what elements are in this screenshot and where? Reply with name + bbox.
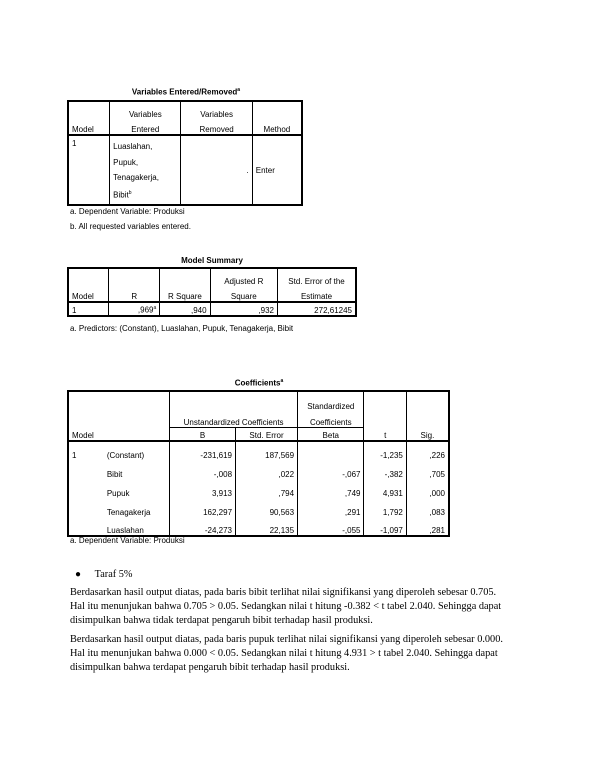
header-model: Model [68, 119, 110, 135]
row-variables-removed: . [181, 135, 252, 205]
row-predictor-name: (Constant) [106, 451, 145, 460]
header-unstandardized-coefficients: Unstandardized Coefficients [170, 411, 298, 427]
table-row: Luaslahan -24,273 22,135 -,055 -1,097 ,281 [68, 517, 449, 536]
header-std-error-line1: Std. Error of the [278, 268, 356, 286]
row-model-number: 1 [68, 302, 109, 316]
row-model-number: 1 [68, 441, 104, 460]
header-model: Model [68, 427, 170, 441]
row-std-error: 272,61245 [278, 302, 356, 316]
header-r: R [109, 286, 160, 302]
footnote-dependent-variable-coefficients: a. Dependent Variable: Produksi [70, 536, 185, 545]
footnote-predictors: a. Predictors: (Constant), Luaslahan, Pupuk, Tenagakerja, Bibit [70, 324, 294, 333]
row-r-square: ,940 [160, 302, 210, 316]
footnote-dependent-variable: a. Dependent Variable: Produksi [70, 207, 185, 216]
bullet-item [75, 568, 133, 582]
row-adjusted-r-square: ,932 [210, 302, 277, 316]
variables-entered-removed-table [67, 100, 303, 206]
table-row: 1 (Constant) -231,619 187,569 -1,235 ,226 [68, 441, 449, 460]
row-predictor-name: Tenagakerja [106, 508, 151, 517]
header-b: B [170, 427, 236, 441]
paragraph-pupuk: Berdasarkan hasil output diatas, pada baris pupuk terlihat nilai signifikansi yang diperoleh sebesar 0.000. Hal itu menunjukan bahwa 0.000 < 0.05. Sedangkan nilai t hitung 4.931 > t tabel 2.040. Sehingga dapat disimpulkan bahwa terdapat pengaruh bibit terhadap hasil produksi. [70, 634, 503, 673]
table-row: Tenagakerja 162,297 90,563 ,291 1,792 ,083 [68, 498, 449, 517]
header-std-error: Std. Error [236, 427, 298, 441]
row-r: ,969$^a$ [109, 302, 160, 316]
table-row [68, 135, 302, 205]
coefficients-title: Coefficients$^a$ [234, 378, 284, 388]
header-standardized-line1: Standardized [298, 391, 364, 411]
bullet-text: Taraf 5% [94, 569, 133, 580]
header-t: t [364, 427, 406, 441]
row-variables-entered: Luaslahan, Pupuk, Tenagakerja, Bibit$^b$ [110, 135, 181, 205]
bullet-dot-icon: ● [75, 569, 82, 580]
header-entered-line2: Entered [110, 119, 181, 135]
variables-entered-removed-title: Variables Entered/Removed$^a$ [131, 87, 241, 97]
row-method: Enter [252, 135, 302, 205]
coefficients-table [67, 390, 450, 537]
header-r-square: R Square [160, 286, 210, 302]
header-entered-line1: Variables [110, 101, 181, 119]
header-sig: Sig. [406, 427, 449, 441]
paragraph-bibit: Berdasarkan hasil output diatas, pada baris bibit terlihat nilai signifikansi yang diperoleh sebesar 0.705. Hal itu menunjukan bahwa 0.705 > 0.05. Sedangkan nilai t hitung -0.382 < t tabel 2.040. Sehingga dapat disimpulkan bahwa tidak terdapat pengaruh bibit terhadap hasil produksi. [70, 587, 502, 626]
table-row: Bibit -,008 ,022 -,067 -,382 ,705 [68, 460, 449, 479]
header-std-error-line2: Estimate [278, 286, 356, 302]
header-adjusted-r-line2: Square [210, 286, 277, 302]
row-predictor-name: Pupuk [106, 489, 130, 498]
model-summary-title: Model Summary [181, 256, 243, 265]
header-adjusted-r-line1: Adjusted R [210, 268, 277, 286]
header-beta: Beta [298, 427, 364, 441]
table-row [68, 302, 356, 316]
header-standardized-line2: Coefficients [298, 411, 364, 427]
table-row: Pupuk 3,913 ,794 ,749 4,931 ,000 [68, 479, 449, 498]
header-model: Model [68, 286, 109, 302]
row-model-number: 1 [68, 135, 110, 205]
header-removed-line1: Variables [181, 101, 252, 119]
row-predictor-name: Bibit [106, 470, 123, 479]
model-summary-table [67, 267, 357, 317]
row-predictor-name: Luaslahan [104, 517, 170, 536]
header-removed-line2: Removed [181, 119, 252, 135]
footnote-variables-entered: b. All requested variables entered. [70, 222, 191, 231]
header-method: Method [252, 119, 302, 135]
